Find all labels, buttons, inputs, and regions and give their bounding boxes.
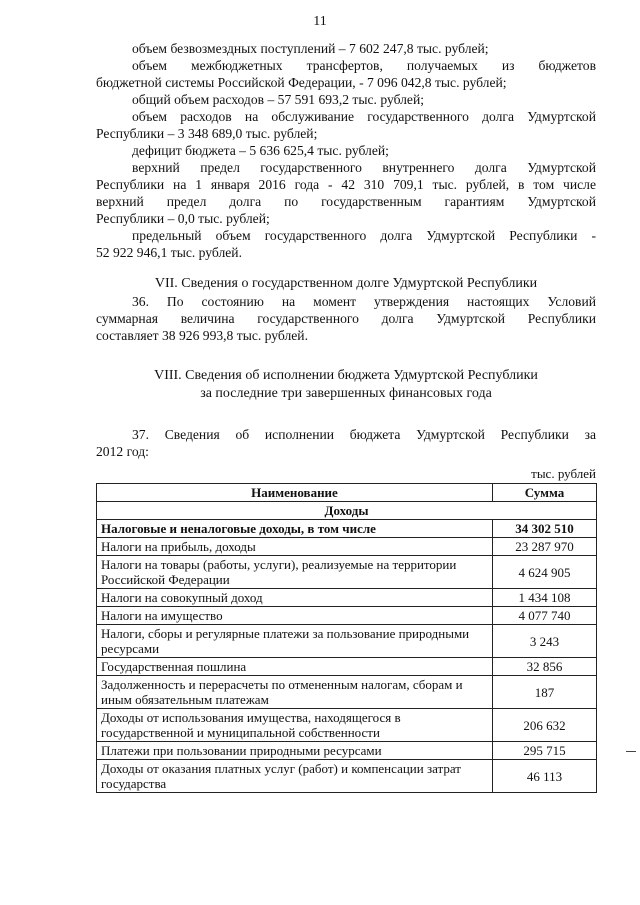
text-line: составляет 38 926 993,8 тыс. рублей.: [96, 328, 308, 343]
table-row: [97, 658, 597, 676]
text-line: 2012 год:: [96, 444, 149, 459]
table-header-row: [97, 484, 597, 502]
table-row: [97, 589, 597, 607]
text-line: верхний предел государственного внутреннего долга Удмуртской: [132, 160, 596, 175]
text-line: общий объем расходов – 57 591 693,2 тыс. рублей;: [132, 92, 425, 107]
row-name: Налоги на товары (работы, услуги), реализуемые на территории Российской Федерации: [97, 556, 493, 589]
row-sum: 46 113: [493, 760, 597, 793]
budget-parameters: [96, 40, 596, 261]
section-8-paragraph: [96, 426, 596, 460]
header-name: Наименование: [97, 484, 493, 502]
text-line: объем безвозмездных поступлений – 7 602 247,8 тыс. рублей;: [132, 41, 489, 56]
header-sum: Сумма: [493, 484, 597, 502]
text-line: Республики – 3 348 689,0 тыс. рублей;: [96, 126, 318, 141]
section-8-heading-line-1: VIII. Сведения об исполнении бюджета Удмуртской Республики: [154, 368, 538, 383]
table-section-row: [97, 502, 597, 520]
table-row: [97, 607, 597, 625]
text-line: предельный объем государственного долга Удмуртской Республики -: [132, 228, 596, 243]
row-name: Налоги на имущество: [97, 607, 493, 625]
row-name: Налоговые и неналоговые доходы, в том числе: [97, 520, 493, 538]
text-line: суммарная величина государственного долга Удмуртской Республики: [96, 311, 596, 326]
row-sum: 32 856: [493, 658, 597, 676]
table-row: [97, 625, 597, 658]
row-sum: 206 632: [493, 709, 597, 742]
row-sum: 23 287 970: [493, 538, 597, 556]
table-row: [97, 676, 597, 709]
units-label: тыс. рублей: [531, 466, 596, 481]
row-sum: 187: [493, 676, 597, 709]
section-label-income: Доходы: [97, 502, 597, 520]
row-sum: 295 715: [493, 742, 597, 760]
row-name: Налоги на прибыль, доходы: [97, 538, 493, 556]
text-line: объем межбюджетных трансфертов, получаемых из бюджетов: [132, 58, 596, 73]
document-body: [96, 40, 596, 793]
text-line: 52 922 946,1 тыс. рублей.: [96, 245, 242, 260]
page-number: 11: [313, 14, 327, 29]
row-sum: 3 243: [493, 625, 597, 658]
text-line: бюджетной системы Российской Федерации, - 7 096 042,8 тыс. рублей;: [96, 75, 507, 90]
row-sum: 4 077 740: [493, 607, 597, 625]
margin-mark: [626, 751, 636, 752]
table-row: [97, 709, 597, 742]
text-line: Республики на 1 января 2016 года - 42 310 709,1 тыс. рублей, в том числе: [96, 177, 596, 192]
budget-execution-table: [96, 483, 597, 793]
table-row: [97, 538, 597, 556]
section-8-heading-line-2: за последние три завершенных финансовых года: [200, 386, 492, 401]
row-sum: 34 302 510: [493, 520, 597, 538]
section-7-paragraph: [96, 293, 596, 344]
text-line: дефицит бюджета – 5 636 625,4 тыс. рублей;: [132, 143, 389, 158]
text-line: верхний предел долга по государственным гарантиям Удмуртской: [96, 194, 596, 209]
row-name: Задолженность и перерасчеты по отмененным налогам, сборам и иным обязательным платежам: [97, 676, 493, 709]
text-line: Республики – 0,0 тыс. рублей;: [96, 211, 270, 226]
row-name: Налоги, сборы и регулярные платежи за пользование природными ресурсами: [97, 625, 493, 658]
row-sum: 1 434 108: [493, 589, 597, 607]
row-sum: 4 624 905: [493, 556, 597, 589]
row-name: Государственная пошлина: [97, 658, 493, 676]
row-name: Платежи при пользовании природными ресурсами: [97, 742, 493, 760]
table-row: [97, 742, 597, 760]
table-row: [97, 520, 597, 538]
text-line: объем расходов на обслуживание государственного долга Удмуртской: [132, 109, 596, 124]
text-line: 37. Сведения об исполнении бюджета Удмуртской Республики за: [132, 427, 596, 442]
text-line: 36. По состоянию на момент утверждения настоящих Условий: [132, 294, 596, 309]
section-7-heading: VII. Сведения о государственном долге Удмуртской Республики: [154, 276, 538, 291]
row-name: Налоги на совокупный доход: [97, 589, 493, 607]
table-row: [97, 760, 597, 793]
table-row: [97, 556, 597, 589]
row-name: Доходы от использования имущества, находящегося в государственной и муниципальной собственности: [97, 709, 493, 742]
row-name: Доходы от оказания платных услуг (работ) и компенсации затрат государства: [97, 760, 493, 793]
